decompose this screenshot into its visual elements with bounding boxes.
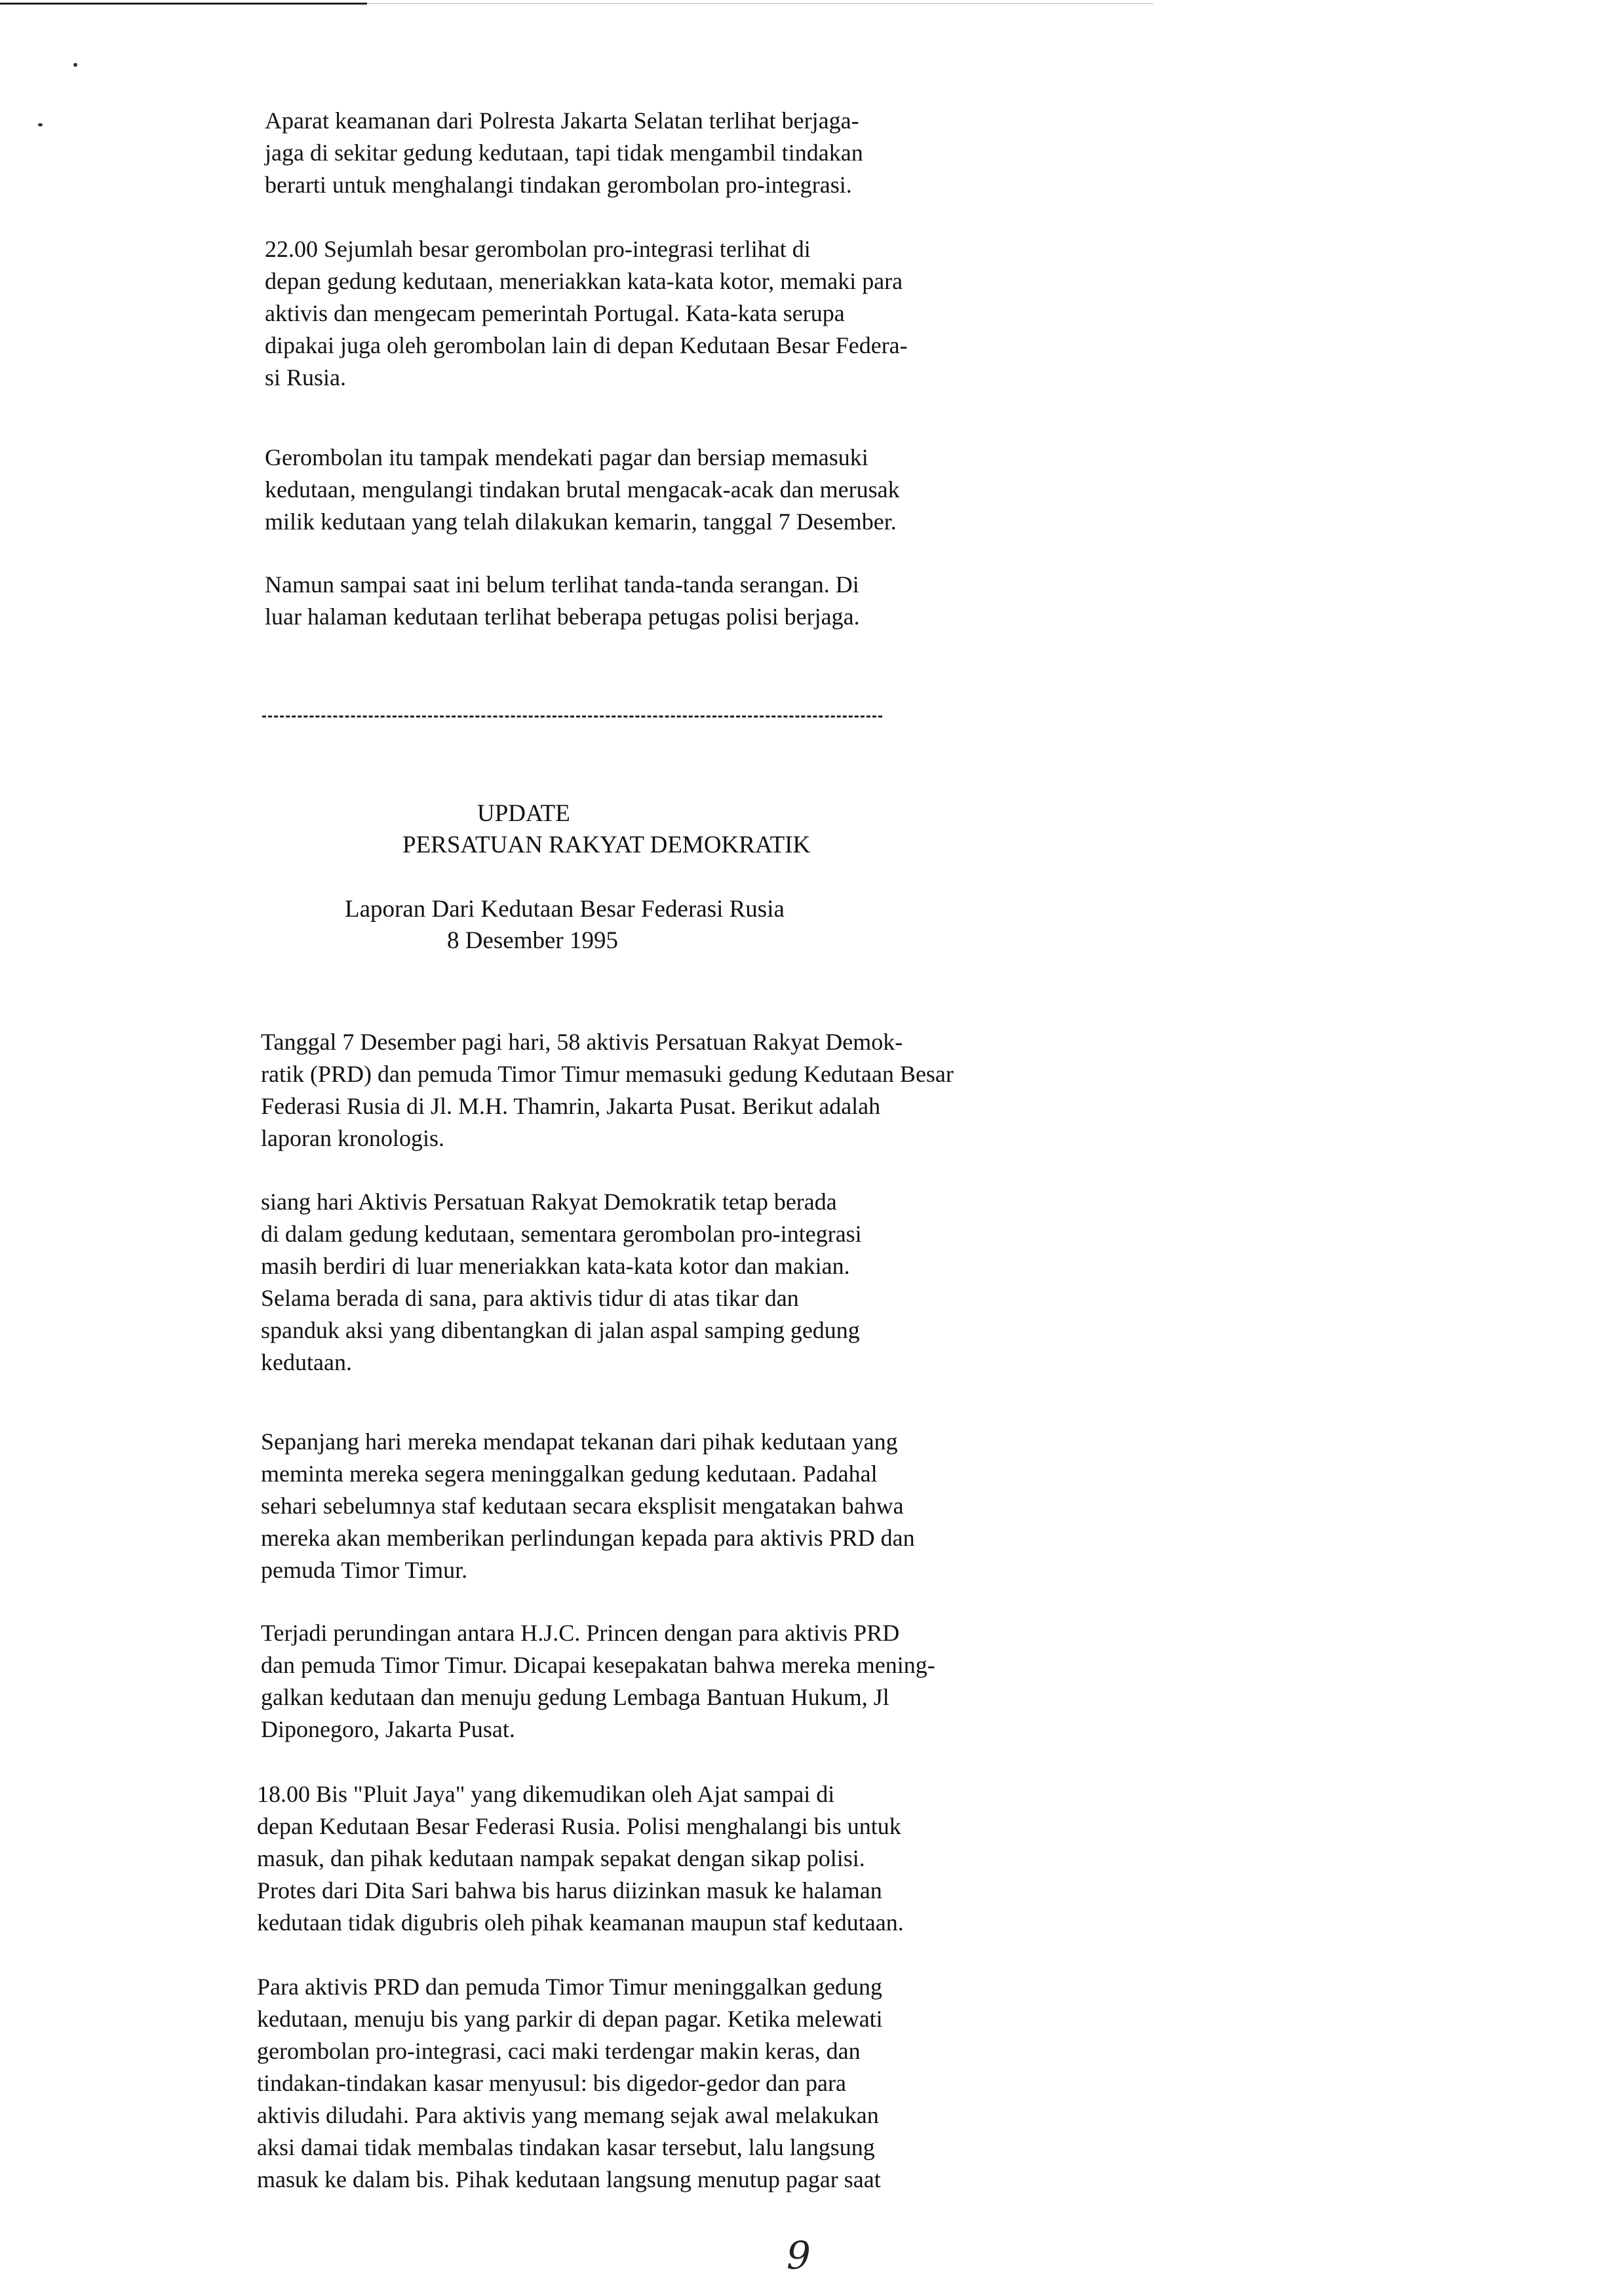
page-number: 9 [787,2233,811,2278]
paragraph-2200-crowd: 22.00 Sejumlah besar gerombolan pro-integrasi terlihat di depan gedung kedutaan, meneriakkan kata-kata kotor, memaki para aktivis dan mengecam pemerintah Portugal. Kata-kata serupa dipakai juga oleh gerombolan lain di depan Kedutaan Besar Federa- si Rusia. [265,236,908,391]
paragraph-afternoon: siang hari Aktivis Persatuan Rakyat Demokratik tetap berada di dalam gedung kedutaan, sementara gerombolan pro-integrasi masih berdiri di luar meneriakkan kata-kata kotor dan makian. Selama berada di sana, para aktivis tidur di atas tikar dan spanduk aksi yang dibentangkan di jalan aspal samping gedung kedutaan. [261,1189,862,1375]
organization-name: PERSATUAN RAKYAT DEMOKRATIK [402,832,811,858]
scan-speck [38,123,43,126]
scan-edge-line-faint [367,3,1154,4]
report-title: Laporan Dari Kedutaan Besar Federasi Rusia [345,896,785,923]
paragraph-pressure: Sepanjang hari mereka mendapat tekanan dari pihak kedutaan yang meminta mereka segera meninggalkan gedung kedutaan. Padahal sehari sebelumnya staf kedutaan secara eksplisit mengatakan bahwa mereka akan memberikan perlindungan kepada para aktivis PRD dan pemuda Timor Timur. [261,1428,915,1583]
paragraph-no-attack-yet: Namun sampai saat ini belum terlihat tanda-tanda serangan. Di luar halaman kedutaan terlihat beberapa petugas polisi berjaga. [265,571,860,630]
scan-speck [73,63,77,67]
paragraph-security-presence: Aparat keamanan dari Polresta Jakarta Selatan terlihat berjaga- jaga di sekitar gedung kedutaan, tapi tidak mengambil tindakan berarti untuk menghalangi tindakan gerombolan pro-integrasi. [265,107,863,198]
paragraph-crowd-approach: Gerombolan itu tampak mendekati pagar dan bersiap memasuki kedutaan, mengulangi tindakan brutal mengacak-acak dan merusak milik kedutaan yang telah dilakukan kemarin, tanggal 7 Desember. [265,444,900,535]
paragraph-negotiation: Terjadi perundingan antara H.J.C. Princen dengan para aktivis PRD dan pemuda Timor Timur. Dicapai kesepakatan bahwa mereka mening- galkan kedutaan dan menuju gedung Lembaga Bantuan Hukum, Jl Diponegoro, Jakarta Pusat. [261,1620,935,1742]
update-title: UPDATE [477,800,570,827]
paragraph-1800-bus: 18.00 Bis "Pluit Jaya" yang dikemudikan oleh Ajat sampai di depan Kedutaan Besar Federasi Rusia. Polisi menghalangi bis untuk masuk, dan pihak kedutaan nampak sepakat dengan sikap polisi. Protes dari Dita Sari bahwa bis harus diizinkan masuk ke halaman kedutaan tidak digubris oleh pihak keamanan maupun staf kedutaan. [257,1781,904,1936]
report-date: 8 Desember 1995 [447,927,618,954]
section-divider [262,716,882,718]
scan-edge-line [0,3,367,5]
paragraph-departure: Para aktivis PRD dan pemuda Timor Timur meninggalkan gedung kedutaan, menuju bis yang parkir di depan pagar. Ketika melewati gerombolan pro-integrasi, caci maki terdengar makin keras, dan tindakan-tindakan kasar menyusul: bis digedor-gedor dan para aktivis diludahi. Para aktivis yang memang sejak awal melakukan aksi damai tidak membalas tindakan kasar tersebut, lalu langsung masuk ke dalam bis. Pihak kedutaan langsung menutup pagar saat [257,1974,883,2192]
paragraph-intro: Tanggal 7 Desember pagi hari, 58 aktivis Persatuan Rakyat Demok- ratik (PRD) dan pemuda Timor Timur memasuki gedung Kedutaan Besar Federasi Rusia di Jl. M.H. Thamrin, Jakarta Pusat. Berikut adalah laporan kronologis. [261,1029,954,1151]
